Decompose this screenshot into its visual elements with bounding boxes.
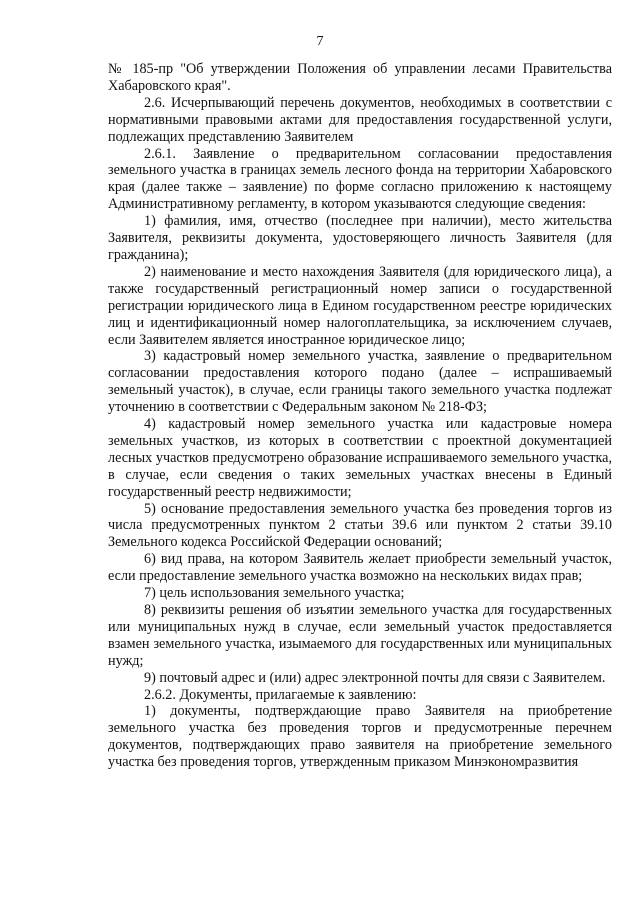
paragraph-section-2-6: 2.6. Исчерпывающий перечень документов, необходимых в соответствии с нормативными правовыми актами для предоставления государственной услуги, подлежащих представлению Заявителем (108, 94, 612, 145)
list-item-6: 6) вид права, на котором Заявитель желает приобрести земельный участок, если предоставление земельного участка возможно на нескольких видах прав; (108, 551, 612, 585)
list-item-9: 9) почтовый адрес и (или) адрес электронной почты для связи с Заявителем. (144, 669, 606, 686)
paragraph-section-2-6-1: 2.6.1. Заявление о предварительном согласовании предоставления земельного участка в границах земель лесного фонда на территории Хабаровского края (далее также – заявление) по форме согласно приложению к настоящему Административному регламенту, в котором указываются следующие сведения: (108, 145, 612, 213)
list-item-8: 8) реквизиты решения об изъятии земельного участка для государственных или муниципальных нужд в случае, если земельный участок предоставляется взамен земельного участка, изымаемого для государственных или муниципальных нужд; (108, 602, 612, 669)
list-item-4: 4) кадастровый номер земельного участка или кадастровые номера земельных участков, из которых в соответствии с проектной документацией лесных участков предусмотрено образование испрашиваемого земельного участка, в случае, если сведения о таких земельных участках внесены в Единый государственный реестр недвижимости; (108, 416, 612, 500)
page-body (108, 61, 612, 771)
list-item-5: 5) основание предоставления земельного участка без проведения торгов из числа предусмотренных пунктом 2 статьи 39.6 или пунктом 2 статьи 39.10 Земельного кодекса Российской Федерации оснований; (108, 500, 612, 551)
list-item-3: 3) кадастровый номер земельного участка, заявление о предварительном согласовании предоставления которого подано (далее – испрашиваемый земельный участок), в случае, если границы такого земельного участка подлежат уточнению в соответствии с Федеральным законом № 218-ФЗ; (108, 348, 612, 416)
list-item-documents-1: 1) документы, подтверждающие право Заявителя на приобретение земельного участка без проведения торгов и предусмотренные перечнем документов, подтверждающих право заявителя на приобретение земельного участка без проведения торгов, утвержденным приказом Минэкономразвития (108, 703, 612, 771)
paragraph-continuation: № 185-пр "Об утверждении Положения об управлении лесами Правительства Хабаровского края". (108, 61, 612, 94)
list-item-2: 2) наименование и место нахождения Заявителя (для юридического лица), а также государственный регистрационный номер записи о государственной регистрации юридического лица в Едином государственном реестре юридических лиц и идентификационный номер налогоплательщика, за исключением случаев, если Заявителем является иностранное юридическое лицо; (108, 263, 612, 348)
page-number: 7 (316, 34, 324, 49)
list-item-1: 1) фамилия, имя, отчество (последнее при наличии), место жительства Заявителя, реквизиты документа, удостоверяющего личность Заявителя (для гражданина); (108, 213, 612, 263)
paragraph-section-2-6-2: 2.6.2. Документы, прилагаемые к заявлению: (144, 686, 417, 703)
list-item-7: 7) цель использования земельного участка; (144, 585, 405, 602)
